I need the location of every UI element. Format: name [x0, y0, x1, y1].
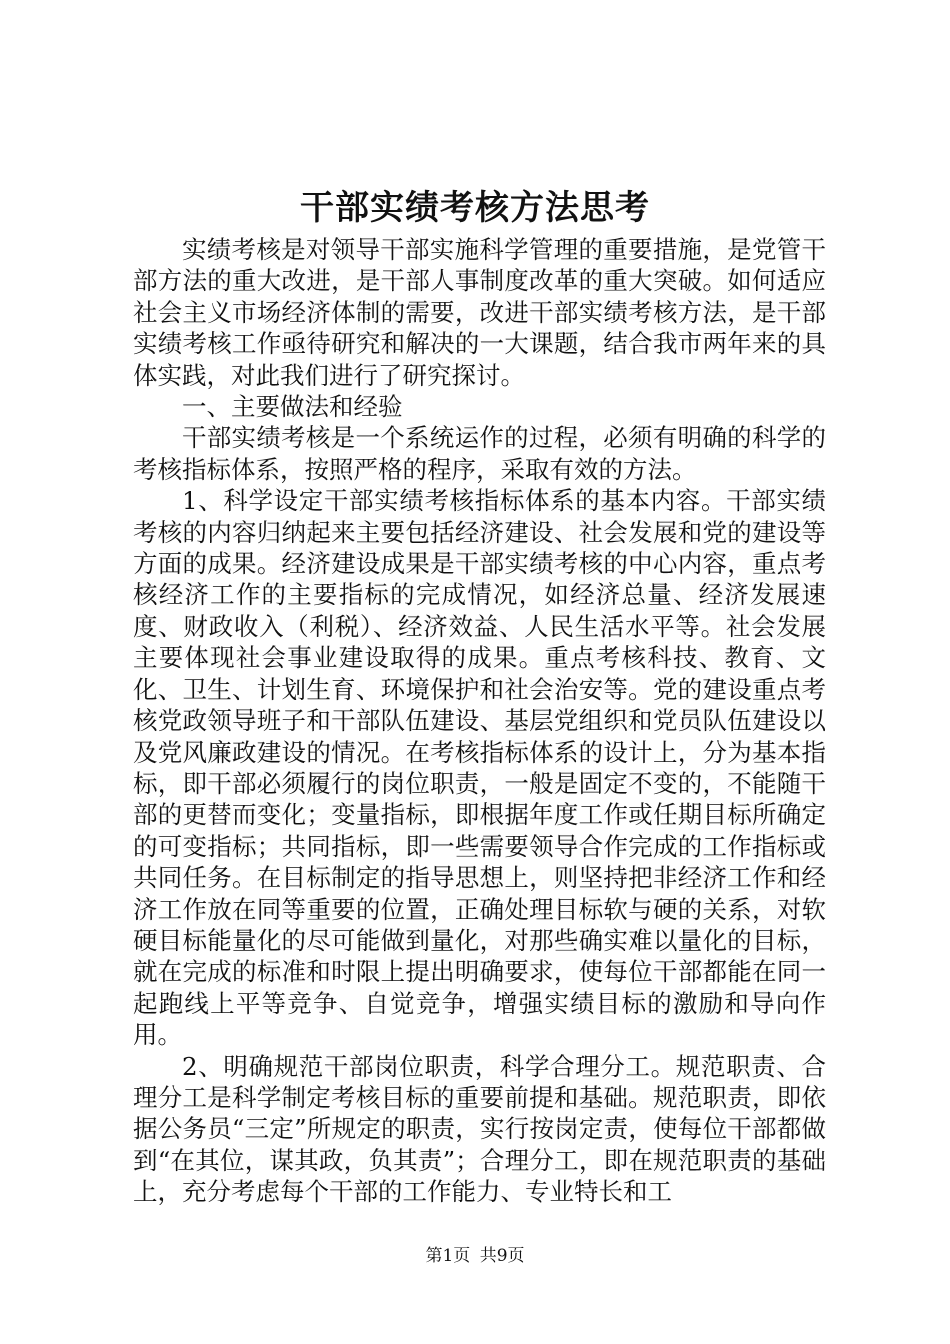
paragraph-overview: 干部实绩考核是一个系统运作的过程，必须有明确的科学的考核指标体系，按照严格的程序，采取有效的方法。 — [133, 423, 826, 484]
document-body — [133, 234, 826, 1208]
document-title: 干部实绩考核方法思考 — [300, 188, 650, 228]
paragraph-intro: 实绩考核是对领导干部实施科学管理的重要措施，是党管干部方法的重大改进，是干部人事制度改革的重大突破。如何适应社会主义市场经济体制的需要，改进干部实绩考核方法，是干部实绩考核工作亟待研究和解决的一大课题，结合我市两年来的具体实践，对此我们进行了研究探讨。 — [133, 235, 826, 390]
page-number-footer: 第1页 共9页 — [425, 1246, 525, 1266]
paragraph-point-2: 2、明确规范干部岗位职责，科学合理分工。规范职责、合理分工是科学制定考核目标的重要前提和基础。规范职责，即依据公务员“三定”所规定的职责，实行按岗定责，使每位干部都做到“在其位，谋其政，负其责”；合理分工，即在规范职责的基础上，充分考虑每个干部的工作能力、专业特长和工 — [133, 1051, 826, 1207]
paragraph-point-1: 1、科学设定干部实绩考核指标体系的基本内容。干部实绩考核的内容归纳起来主要包括经济建设、社会发展和党的建设等方面的成果。经济建设成果是干部实绩考核的中心内容，重点考核经济工作的主要指标的完成情况，如经济总量、经济发展速度、财政收入（利税）、经济效益、人民生活水平等。社会发展主要体现社会事业建设取得的成果。重点考核科技、教育、文化、卫生、计划生育、环境保护和社会治安等。党的建设重点考核党政领导班子和干部队伍建设、基层党组织和党员队伍建设以及党风廉政建设的情况。在考核指标体系的设计上，分为基本指标，即干部必须履行的岗位职责，一般是固定不变的，不能随干部的更替而变化；变量指标，即根据年度工作或任期目标所确定的可变指标；共同指标，即一些需要领导合作完成的工作指标或共同任务。在目标制定的指导思想上，则坚持把非经济工作和经济工作放在同等重要的位置，正确处理目标软与硬的关系，对软硬目标能量化的尽可能做到量化，对那些确实难以量化的目标，就在完成的标准和时限上提出明确要求，使每位干部都能在同一起跑线上平等竞争、自觉竞争，增强实绩目标的激励和导向作用。 — [133, 486, 826, 1050]
section-heading: 一、主要做法和经验 — [182, 392, 403, 422]
